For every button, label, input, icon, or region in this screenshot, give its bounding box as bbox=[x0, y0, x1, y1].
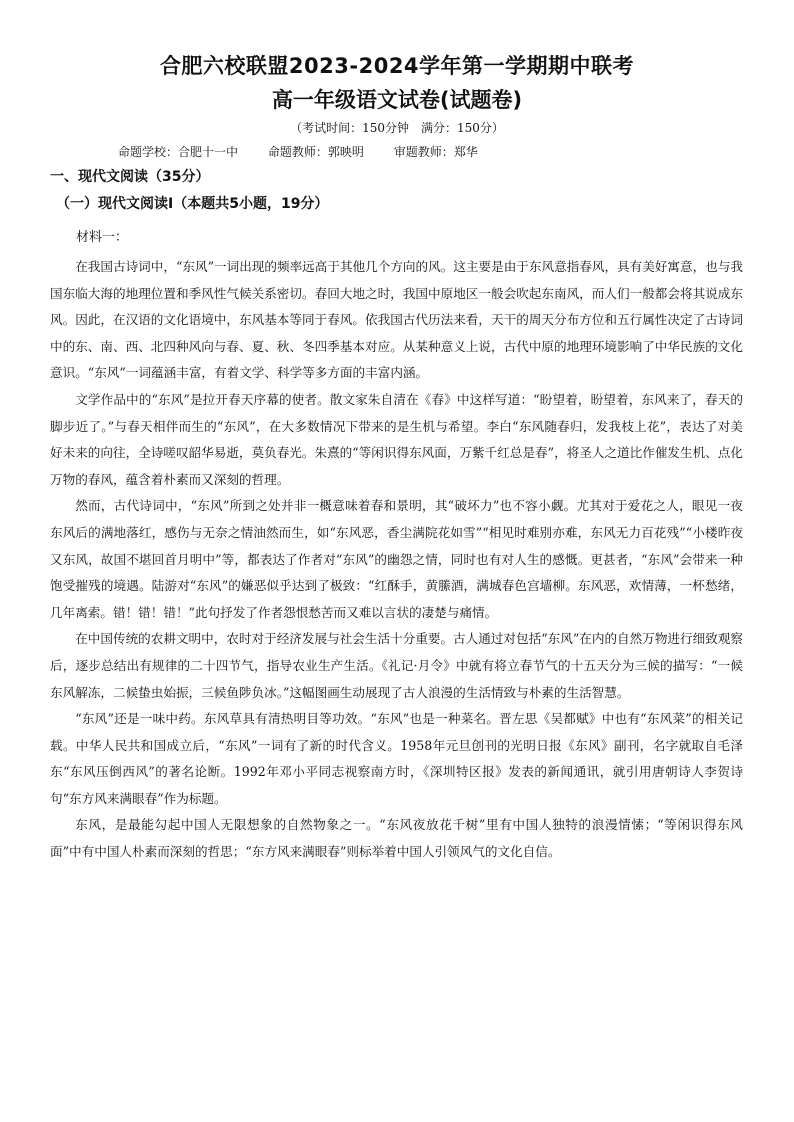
exam-authors bbox=[118, 143, 504, 160]
exam-duration-score: （考试时间：150分钟 满分：150分） bbox=[290, 121, 504, 135]
paragraph: 文学作品中的“东风”是拉开春天序幕的使者。散文家朱自清在《春》中这样写道：“盼望着，盼望着，东风来了，春天的脚步近了。”与春天相伴而生的“东风”，在大多数情况下带来的是生机与希望。李白“东风随春归，发我枝上花”，表达了对美好未来的向往，全诗嗟叹韶华易逝，莫负春光。朱熹的“等闲识得东风面，万紫千红总是春”，将圣人之道比作催发生机、点化万物的春风，蕴含着朴素而又深刻的哲理。 bbox=[50, 391, 743, 487]
subsection-heading: （一）现代文阅读Ⅰ（本题共5小题，19分） bbox=[56, 196, 329, 212]
setting-teacher: 命题教师：郭映明 bbox=[267, 145, 364, 159]
exam-title: 合肥六校联盟2023-2024学年第一学期期中联考 bbox=[159, 54, 635, 78]
section-heading: 一、现代文阅读（35分） bbox=[50, 169, 210, 185]
setting-school: 命题学校：合肥十一中 bbox=[118, 145, 239, 159]
article-body bbox=[50, 254, 743, 866]
reviewing-teacher: 审题教师：郑华 bbox=[393, 145, 478, 159]
paragraph: 然而，古代诗词中，“东风”所到之处并非一概意味着春和景明，其“破坏力”也不容小觑。尤其对于爱花之人，眼见一夜东风后的满地落红，感伤与无奈之情油然而生，如“东风恶，香尘满院花如雪”“相见时难别亦难，东风无力百花残”“小楼昨夜又东风，故国不堪回首月明中”等，都表达了作者对“东风”的幽怨之情，同时也有对人生的感慨。更甚者，“东风”会带来一种饱受摧残的境遇。陆游对“东风”的嫌恶似乎达到了极致：“红酥手，黄縢酒，满城春色宫墙柳。东风恶，欢情薄，一杯愁绪，几年离索。错！错！错！”此句抒发了作者怨恨愁苦而又难以言状的凄楚与痛情。 bbox=[50, 498, 743, 620]
paragraph: 东风，是最能勾起中国人无限想象的自然物象之一。“东风夜放花千树”里有中国人独特的浪漫情愫；“等闲识得东风面”中有中国人朴素而深刻的哲思；“东方风来满眼春”则标举着中国人引领风气的文化自信。 bbox=[50, 817, 743, 860]
exam-subtitle: 高一年级语文试卷(试题卷) bbox=[271, 88, 523, 112]
paragraph: “东风”还是一味中药。东风草具有清热明目等功效。“东风”也是一种菜名。晋左思《吴都赋》中也有“东风菜”的相关记载。中华人民共和国成立后，“东风”一词有了新的时代含义。1958年元旦创刊的光明日报《东风》副刊，名字就取自毛泽东“东风压倒西风”的著名论断。1992年邓小平同志视察南方时，《深圳特区报》发表的新闻通讯，就引用唐朝诗人李贺诗句“东方风来满眼春”作为标题。 bbox=[50, 711, 743, 806]
paragraph: 在中国传统的农耕文明中，农时对于经济发展与社会生活十分重要。古人通过对包括“东风”在内的自然万物进行细致观察后，逐步总结出有规律的二十四节气，指导农业生产生活。《礼记·月令》中就有将立春节气的十五天分为三候的描写：“一候东风解冻，二候蛰虫始振，三候鱼陟负冰。”这幅图画生动展现了古人浪漫的生活情致与朴素的生活智慧。 bbox=[50, 631, 743, 700]
paragraph: 在我国古诗词中，“东风”一词出现的频率远高于其他几个方向的风。这主要是由于东风意指春风，具有美好寓意，也与我国东临大海的地理位置和季风性气候关系密切。春回大地之时，我国中原地区一般会吹起东南风，而人们一般都会将其说成东风。因此，在汉语的文化语境中，东风基本等同于春风。依我国古代历法来看，天干的周天分布方位和五行属性决定了古诗词中的东、南、西、北四种风向与春、夏、秋、冬四季基本对应。从某种意义上说，古代中原的地理环境影响了中华民族的文化意识。“东风”一词蕴涵丰富，有着文学、科学等多方面的丰富内涵。 bbox=[50, 259, 743, 381]
material-label: 材料一： bbox=[76, 230, 129, 245]
